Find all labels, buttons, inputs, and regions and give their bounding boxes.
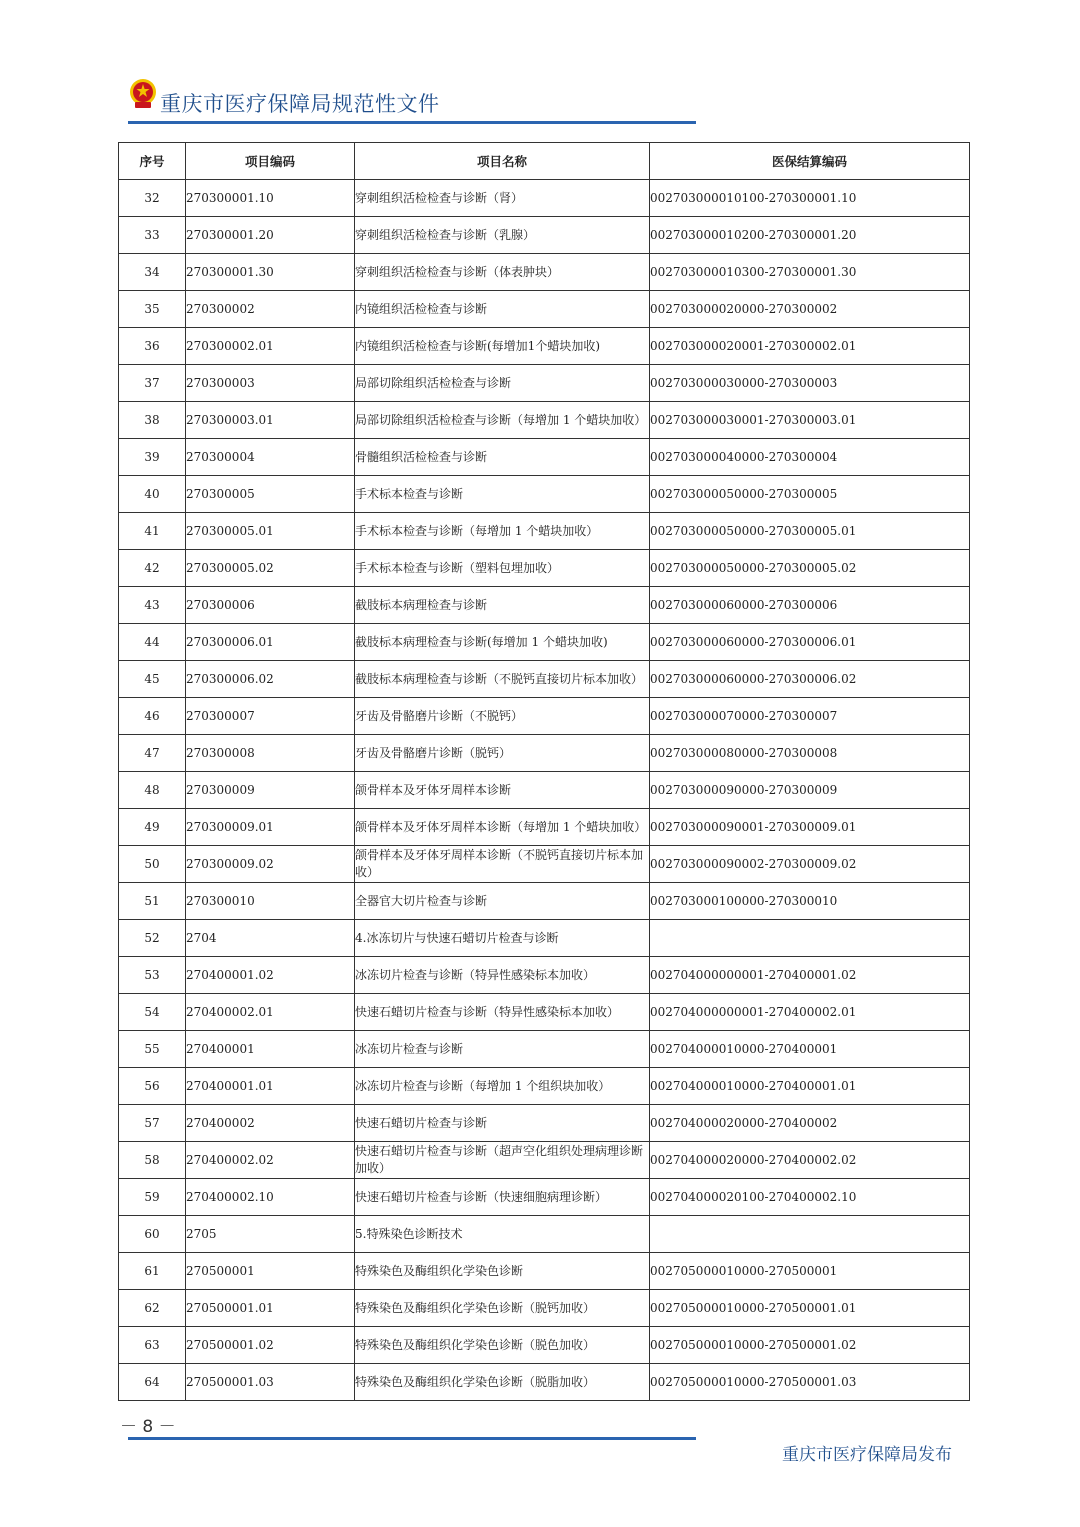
- row-item-name: 颌骨样本及牙体牙周样本诊断（不脱钙直接切片标本加收）: [355, 846, 650, 883]
- table-row: [119, 365, 970, 402]
- national-emblem-icon: [128, 78, 158, 110]
- row-item-name: 颌骨样本及牙体牙周样本诊断（每增加 1 个蜡块加收）: [355, 809, 650, 846]
- row-item-code: 270500001.02: [186, 1327, 355, 1364]
- row-seq: 60: [119, 1216, 186, 1253]
- row-item-code: 270400001.02: [186, 957, 355, 994]
- table-row: [119, 587, 970, 624]
- header-seq: 序号: [119, 143, 186, 180]
- table-row: [119, 180, 970, 217]
- row-seq: 38: [119, 402, 186, 439]
- header-rule: [128, 121, 696, 124]
- row-item-name: 内镜组织活检检查与诊断: [355, 291, 650, 328]
- row-item-code: 270400001: [186, 1031, 355, 1068]
- row-seq: 40: [119, 476, 186, 513]
- row-seq: 47: [119, 735, 186, 772]
- row-item-name: 内镜组织活检检查与诊断(每增加1个蜡块加收): [355, 328, 650, 365]
- row-seq: 55: [119, 1031, 186, 1068]
- row-seq: 58: [119, 1142, 186, 1179]
- row-seq: 61: [119, 1253, 186, 1290]
- row-seq: 36: [119, 328, 186, 365]
- table-row: [119, 920, 970, 957]
- row-insurance-code: 002704000020000-270400002.02: [650, 1142, 970, 1179]
- row-seq: 41: [119, 513, 186, 550]
- row-insurance-code: 002703000090002-270300009.02: [650, 846, 970, 883]
- row-seq: 43: [119, 587, 186, 624]
- table-row: [119, 513, 970, 550]
- row-insurance-code: 002703000060000-270300006: [650, 587, 970, 624]
- row-item-code: 270300006.01: [186, 624, 355, 661]
- table-row: [119, 476, 970, 513]
- header-item-code: 项目编码: [186, 143, 355, 180]
- table-row: [119, 809, 970, 846]
- row-seq: 50: [119, 846, 186, 883]
- row-item-name: 特殊染色及酶组织化学染色诊断: [355, 1253, 650, 1290]
- row-item-name: 快速石蜡切片检查与诊断（特异性感染标本加收）: [355, 994, 650, 1031]
- row-item-code: 270300006.02: [186, 661, 355, 698]
- table-row: [119, 624, 970, 661]
- row-insurance-code: 002704000000001-270400002.01: [650, 994, 970, 1031]
- row-insurance-code: 002703000030000-270300003: [650, 365, 970, 402]
- row-item-name: 截肢标本病理检查与诊断（不脱钙直接切片标本加收）: [355, 661, 650, 698]
- row-item-name: 冰冻切片检查与诊断: [355, 1031, 650, 1068]
- row-item-code: 270300008: [186, 735, 355, 772]
- row-insurance-code: 002703000050000-270300005.01: [650, 513, 970, 550]
- table-row: [119, 1031, 970, 1068]
- table-row: [119, 1216, 970, 1253]
- row-item-name: 冰冻切片检查与诊断（每增加 1 个组织块加收）: [355, 1068, 650, 1105]
- row-seq: 53: [119, 957, 186, 994]
- row-seq: 33: [119, 217, 186, 254]
- row-insurance-code: 002703000090001-270300009.01: [650, 809, 970, 846]
- row-insurance-code: 002703000020001-270300002.01: [650, 328, 970, 365]
- row-item-name: 局部切除组织活检检查与诊断（每增加 1 个蜡块加收）: [355, 402, 650, 439]
- table-row: [119, 254, 970, 291]
- row-seq: 54: [119, 994, 186, 1031]
- row-item-code: 270300006: [186, 587, 355, 624]
- table-row: [119, 772, 970, 809]
- row-item-code: 270300009: [186, 772, 355, 809]
- table-row: [119, 1290, 970, 1327]
- row-insurance-code: 002703000060000-270300006.02: [650, 661, 970, 698]
- row-seq: 46: [119, 698, 186, 735]
- table-row: [119, 1068, 970, 1105]
- row-insurance-code: 002703000100000-270300010: [650, 883, 970, 920]
- table-row: [119, 1253, 970, 1290]
- row-item-name: 5.特殊染色诊断技术: [355, 1216, 650, 1253]
- row-item-code: 270300002.01: [186, 328, 355, 365]
- header-item-name: 项目名称: [355, 143, 650, 180]
- page-number: － 8 －: [120, 1417, 176, 1437]
- row-insurance-code: 002703000080000-270300008: [650, 735, 970, 772]
- table-row: [119, 550, 970, 587]
- row-insurance-code: 002704000010000-270400001.01: [650, 1068, 970, 1105]
- row-insurance-code: 002705000010000-270500001: [650, 1253, 970, 1290]
- row-item-code: 270300004: [186, 439, 355, 476]
- row-seq: 56: [119, 1068, 186, 1105]
- row-seq: 42: [119, 550, 186, 587]
- table-row: [119, 328, 970, 365]
- row-seq: 44: [119, 624, 186, 661]
- row-item-code: 270300002: [186, 291, 355, 328]
- row-item-code: 270400001.01: [186, 1068, 355, 1105]
- row-seq: 63: [119, 1327, 186, 1364]
- row-insurance-code: 002703000020000-270300002: [650, 291, 970, 328]
- row-item-code: 2704: [186, 920, 355, 957]
- publisher-label: 重庆市医疗保障局发布: [782, 1445, 952, 1465]
- row-item-code: 270500001.01: [186, 1290, 355, 1327]
- row-seq: 48: [119, 772, 186, 809]
- row-item-code: 270300001.30: [186, 254, 355, 291]
- row-item-code: 270300003.01: [186, 402, 355, 439]
- row-insurance-code: 002704000000001-270400001.02: [650, 957, 970, 994]
- row-insurance-code: 002703000010200-270300001.20: [650, 217, 970, 254]
- table-row: [119, 661, 970, 698]
- row-insurance-code: 002703000010100-270300001.10: [650, 180, 970, 217]
- row-item-name: 截肢标本病理检查与诊断(每增加 1 个蜡块加收): [355, 624, 650, 661]
- table-row: [119, 698, 970, 735]
- row-insurance-code: 002703000070000-270300007: [650, 698, 970, 735]
- row-item-name: 全器官大切片检查与诊断: [355, 883, 650, 920]
- row-item-code: 270400002.02: [186, 1142, 355, 1179]
- row-seq: 51: [119, 883, 186, 920]
- row-insurance-code: 002704000010000-270400001: [650, 1031, 970, 1068]
- row-item-name: 特殊染色及酶组织化学染色诊断（脱钙加收）: [355, 1290, 650, 1327]
- row-item-code: 270300005.02: [186, 550, 355, 587]
- table-row: [119, 1105, 970, 1142]
- row-item-name: 牙齿及骨骼磨片诊断（脱钙）: [355, 735, 650, 772]
- row-seq: 52: [119, 920, 186, 957]
- table-row: [119, 994, 970, 1031]
- fee-item-table: [118, 142, 970, 1401]
- row-item-code: 270300005: [186, 476, 355, 513]
- table-row: [119, 1364, 970, 1401]
- header-insurance-code: 医保结算编码: [650, 143, 970, 180]
- row-item-name: 穿刺组织活检检查与诊断（乳腺）: [355, 217, 650, 254]
- row-seq: 49: [119, 809, 186, 846]
- table-row: [119, 291, 970, 328]
- row-item-code: 270300003: [186, 365, 355, 402]
- table-row: [119, 846, 970, 883]
- row-insurance-code: [650, 1216, 970, 1253]
- row-item-code: 270300009.02: [186, 846, 355, 883]
- table-row: [119, 1327, 970, 1364]
- table-row: [119, 1142, 970, 1179]
- footer-rule: [128, 1437, 696, 1440]
- table-row: [119, 957, 970, 994]
- row-item-name: 快速石蜡切片检查与诊断（快速细胞病理诊断）: [355, 1179, 650, 1216]
- row-item-code: 270400002: [186, 1105, 355, 1142]
- row-item-name: 手术标本检查与诊断: [355, 476, 650, 513]
- row-item-code: 270400002.01: [186, 994, 355, 1031]
- row-seq: 35: [119, 291, 186, 328]
- header-title: 重庆市医疗保障局规范性文件: [160, 92, 440, 116]
- row-item-code: 270300009.01: [186, 809, 355, 846]
- row-item-code: 270300010: [186, 883, 355, 920]
- row-item-name: 快速石蜡切片检查与诊断: [355, 1105, 650, 1142]
- row-seq: 34: [119, 254, 186, 291]
- row-item-name: 4.冰冻切片与快速石蜡切片检查与诊断: [355, 920, 650, 957]
- table-row: [119, 439, 970, 476]
- row-insurance-code: [650, 920, 970, 957]
- row-seq: 45: [119, 661, 186, 698]
- row-item-name: 穿刺组织活检检查与诊断（肾）: [355, 180, 650, 217]
- row-item-code: 270300001.20: [186, 217, 355, 254]
- row-item-code: 270500001.03: [186, 1364, 355, 1401]
- row-insurance-code: 002703000050000-270300005: [650, 476, 970, 513]
- row-insurance-code: 002703000040000-270300004: [650, 439, 970, 476]
- row-insurance-code: 002705000010000-270500001.03: [650, 1364, 970, 1401]
- table-body: [119, 180, 970, 1401]
- row-insurance-code: 002703000050000-270300005.02: [650, 550, 970, 587]
- row-insurance-code: 002703000060000-270300006.01: [650, 624, 970, 661]
- row-item-name: 骨髓组织活检检查与诊断: [355, 439, 650, 476]
- row-insurance-code: 002704000020000-270400002: [650, 1105, 970, 1142]
- row-item-code: 270300001.10: [186, 180, 355, 217]
- row-item-code: 270300007: [186, 698, 355, 735]
- table-row: [119, 217, 970, 254]
- table-row: [119, 735, 970, 772]
- row-seq: 59: [119, 1179, 186, 1216]
- row-seq: 62: [119, 1290, 186, 1327]
- row-item-name: 快速石蜡切片检查与诊断（超声空化组织处理病理诊断加收）: [355, 1142, 650, 1179]
- row-insurance-code: 002704000020100-270400002.10: [650, 1179, 970, 1216]
- row-item-name: 手术标本检查与诊断（塑料包埋加收）: [355, 550, 650, 587]
- row-insurance-code: 002705000010000-270500001.02: [650, 1327, 970, 1364]
- row-item-name: 颌骨样本及牙体牙周样本诊断: [355, 772, 650, 809]
- row-item-code: 270300005.01: [186, 513, 355, 550]
- row-seq: 39: [119, 439, 186, 476]
- row-seq: 32: [119, 180, 186, 217]
- row-insurance-code: 002703000010300-270300001.30: [650, 254, 970, 291]
- row-item-code: 270500001: [186, 1253, 355, 1290]
- row-seq: 57: [119, 1105, 186, 1142]
- row-seq: 37: [119, 365, 186, 402]
- row-item-code: 2705: [186, 1216, 355, 1253]
- document-header: [128, 78, 696, 128]
- row-item-name: 牙齿及骨骼磨片诊断（不脱钙）: [355, 698, 650, 735]
- table-header-row: [119, 143, 970, 180]
- row-insurance-code: 002705000010000-270500001.01: [650, 1290, 970, 1327]
- row-item-name: 穿刺组织活检检查与诊断（体表肿块）: [355, 254, 650, 291]
- table-row: [119, 883, 970, 920]
- row-item-name: 特殊染色及酶组织化学染色诊断（脱脂加收）: [355, 1364, 650, 1401]
- row-item-name: 手术标本检查与诊断（每增加 1 个蜡块加收）: [355, 513, 650, 550]
- row-insurance-code: 002703000090000-270300009: [650, 772, 970, 809]
- table-row: [119, 402, 970, 439]
- row-seq: 64: [119, 1364, 186, 1401]
- row-item-name: 局部切除组织活检检查与诊断: [355, 365, 650, 402]
- row-item-name: 特殊染色及酶组织化学染色诊断（脱色加收）: [355, 1327, 650, 1364]
- row-item-name: 截肢标本病理检查与诊断: [355, 587, 650, 624]
- row-item-code: 270400002.10: [186, 1179, 355, 1216]
- row-insurance-code: 002703000030001-270300003.01: [650, 402, 970, 439]
- row-item-name: 冰冻切片检查与诊断（特异性感染标本加收）: [355, 957, 650, 994]
- table-row: [119, 1179, 970, 1216]
